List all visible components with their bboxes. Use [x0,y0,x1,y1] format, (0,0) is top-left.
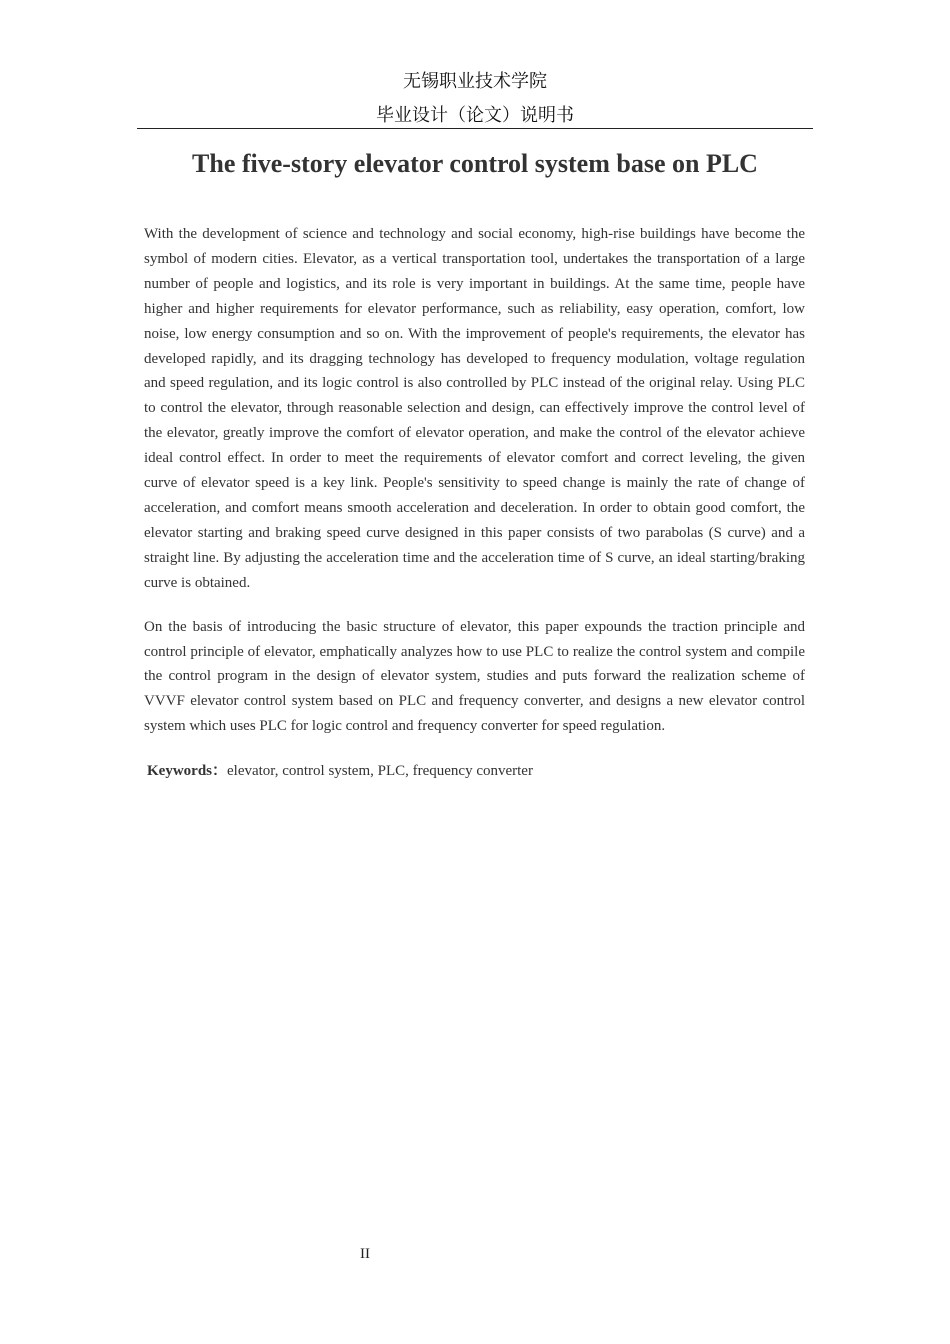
document-title: The five-story elevator control system base on PLC [192,149,758,178]
keywords-label: Keywords： [147,763,227,780]
keywords-line [144,759,805,784]
page-header [137,66,813,128]
page-number: II [360,1246,370,1262]
header-institution: 无锡职业技术学院 [403,71,547,92]
abstract-paragraph-1: With the development of science and technology and social economy, high-rise buildings have become the symbol of modern cities. Elevator, as a vertical transportation tool, undertakes the transportation of a large number of people and logistics, and its role is very important in buildings. At the same time, people have higher and higher requirements for elevator performance, such as reliability, easy operation, comfort, low noise, low energy consumption and so on. With the improvement of people's requirements, the elevator has developed rapidly, and its dragging technology has developed to frequency modulation, voltage regulation and speed regulation, and its logic control is also controlled by PLC instead of the original relay. Using PLC to control the elevator, through reasonable selection and design, can effectively improve the control level of the elevator, greatly improve the comfort of elevator operation, and make the control of the elevator achieve ideal control effect. In order to meet the requirements of elevator comfort and correct leveling, the given curve of elevator speed is a key link. People's sensitivity to speed change is mainly the rate of change of acceleration, and comfort means smooth acceleration and deceleration. In order to obtain good comfort, the elevator starting and braking speed curve designed in this paper consists of two parabolas (S curve) and a straight line. By adjusting the acceleration time and the acceleration time of S curve, an ideal starting/braking curve is obtained. [144,226,805,591]
header-document-type: 毕业设计（论文）说明书 [376,105,574,126]
abstract-body [144,222,805,784]
abstract-paragraph-2: On the basis of introducing the basic structure of elevator, this paper expounds the traction principle and control principle of elevator, emphatically analyzes how to use PLC to realize the control system and compile the control program in the design of elevator system, studies and puts forward the realization scheme of VVVF elevator control system based on PLC and frequency converter, and designs a new elevator control system which uses PLC for logic control and frequency converter for speed regulation. [144,618,805,735]
keywords-value: elevator, control system, PLC, frequency converter [227,763,533,780]
header-divider [137,128,813,129]
